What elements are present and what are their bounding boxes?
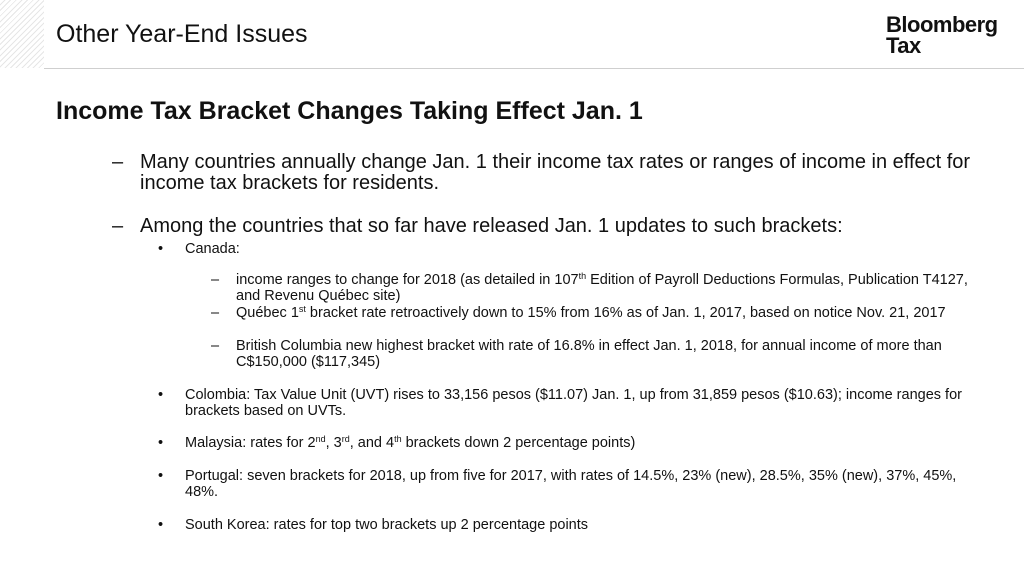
dash-marker: –: [211, 272, 220, 288]
slide-title: Income Tax Bracket Changes Taking Effect Jan. 1: [56, 97, 643, 125]
text-part: , and 4: [349, 435, 395, 451]
text-part: , 3: [325, 435, 342, 451]
bullet-marker: •: [158, 435, 164, 451]
bullet-marker: •: [158, 517, 164, 533]
dash-marker: –: [211, 338, 220, 354]
canada-label: Canada:: [185, 241, 240, 257]
portugal-text: Portugal: seven brackets for 2018, up from five for 2017, with rates of 14.5%, 23% (new), 28.5%, 35% (new), 37%, 45%, 48%.: [185, 468, 957, 500]
dash-marker: –: [112, 151, 124, 173]
superscript: nd: [315, 434, 326, 444]
corner-pattern: [0, 0, 44, 68]
bloomberg-tax-logo: [886, 14, 998, 56]
dash-marker: –: [211, 305, 220, 321]
text-part: income ranges to change for 2018 (as detailed in 107: [236, 272, 579, 288]
south-korea-item: [158, 517, 988, 533]
text-part: Edition of Payroll Deductions Formulas, Publication T4127, and Revenu Québec site): [236, 272, 968, 304]
dash-marker: –: [112, 215, 124, 237]
canada-subitem-2-text: [236, 305, 991, 321]
text-part: brackets down 2 percentage points): [401, 435, 636, 451]
canada-subitem-1: [211, 272, 991, 304]
superscript: th: [394, 434, 402, 444]
bullet-marker: •: [158, 468, 164, 484]
colombia-text: Colombia: Tax Value Unit (UVT) rises to 33,156 pesos ($11.07) Jan. 1, up from 31,859 pesos ($10.63); income ranges for brackets based on UVTs.: [185, 387, 962, 419]
malaysia-item: [158, 435, 988, 451]
point-2-text: Among the countries that so far have released Jan. 1 updates to such brackets:: [140, 215, 843, 237]
canada-subitem-1-text: [236, 272, 991, 304]
canada-item: [158, 241, 988, 257]
bullet-marker: •: [158, 387, 164, 403]
colombia-item: [158, 387, 988, 419]
point-1: [112, 152, 1002, 194]
south-korea-text: South Korea: rates for top two brackets up 2 percentage points: [185, 517, 589, 533]
canada-subitem-3-text: British Columbia new highest bracket with rate of 16.8% in effect Jan. 1, 2018, for annual income of more than C$150,000 ($117,345): [236, 338, 942, 370]
portugal-item: [158, 468, 988, 500]
point-2: [112, 216, 1002, 237]
canada-subitem-3: [211, 338, 991, 370]
bullet-marker: •: [158, 241, 164, 257]
header-divider: [44, 68, 1024, 69]
point-1-text: Many countries annually change Jan. 1 their income tax rates or ranges of income in effect for income tax brackets for residents.: [140, 151, 971, 194]
superscript: st: [298, 304, 306, 314]
section-title: Other Year-End Issues: [56, 20, 308, 48]
text-part: Malaysia: rates for 2: [185, 435, 316, 451]
canada-subitem-2: [211, 305, 991, 321]
text-part: bracket rate retroactively down to 15% from 16% as of Jan. 1, 2017, based on notice Nov. 21, 2017: [305, 305, 946, 321]
superscript: th: [578, 271, 587, 281]
superscript: rd: [341, 434, 350, 444]
logo-line-2: Tax: [886, 33, 921, 58]
logo-line-1: Bloomberg: [886, 12, 998, 37]
malaysia-text: [185, 435, 988, 451]
text-part: Québec 1: [236, 305, 299, 321]
header-bar: [0, 0, 1024, 68]
